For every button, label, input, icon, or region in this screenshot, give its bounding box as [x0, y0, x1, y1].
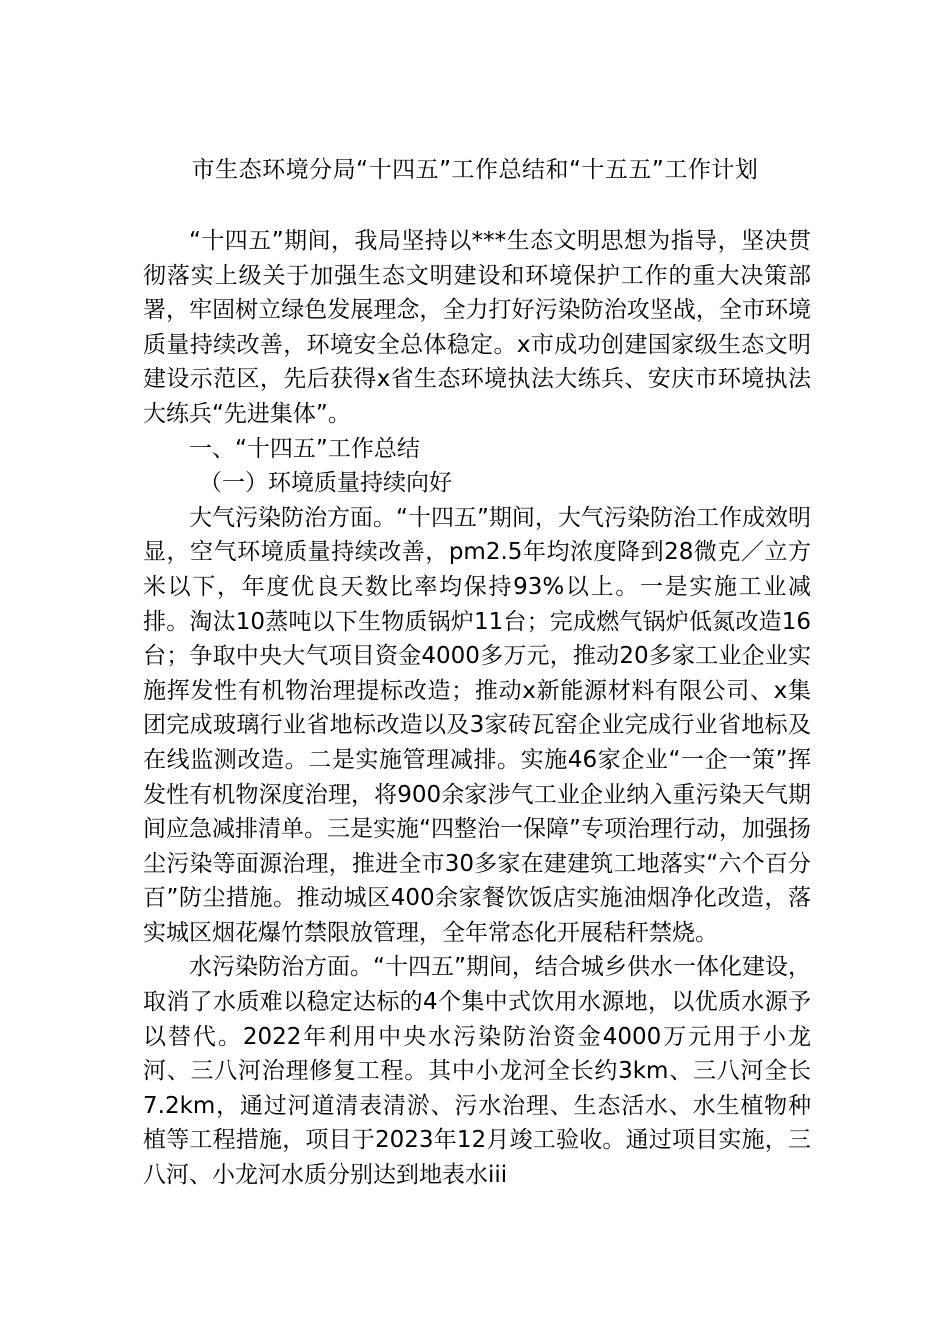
air-pollution-paragraph: 大气污染防治方面。“十四五”期间，大气污染防治工作成效明显，空气环境质量持续改善，pm2.5年均浓度降到28微克／立方米以下，年度优良天数比率均保持93%以上。一是实施工业减排。淘汰10蒸吨以下生物质锅炉11台；完成燃气锅炉低氮改造16台；争取中央大气项目资金4000多万元，推动20多家工业企业实施挥发性有机物治理提标改造；推动x新能源材料有限公司、x集团完成玻璃行业省地标改造以及3家砖瓦窑企业完成行业省地标及在线监测改造。二是实施管理减排。实施46家企业“一企一策”挥发性有机物深度治理，将900余家涉气工业企业纳入重污染天气期间应急减排清单。三是实施“四整治一保障”专项治理行动，加强扬尘污染等面源治理，推进全市30多家在建建筑工地落实“六个百分百”防尘措施。推动城区400余家餐饮饭店实施油烟净化改造，落实城区烟花爆竹禁限放管理，全年常态化开展秸秆禁烧。 — [143, 504, 811, 946]
document-title: 市生态环境分局“十四五”工作总结和“十五五”工作计划 — [191, 157, 759, 183]
subsection-heading: （一）环境质量持续向好 — [199, 470, 452, 497]
section-heading: 一、“十四五”工作总结 — [189, 435, 420, 462]
intro-paragraph: “十四五”期间，我局坚持以***生态文明思想为指导，坚决贯彻落实上级关于加强生态文明建设和环境保护工作的重大决策部署，牢固树立绿色发展理念，全力打好污染防治攻坚战，全市环境质量持续改善，环境安全总体稳定。x市成功创建国家级生态文明建设示范区，先后获得x省生态环境执法大练兵、安庆市环境执法大练兵“先进集体”。 — [143, 228, 811, 427]
document-body — [143, 224, 811, 1193]
water-pollution-paragraph: 水污染防治方面。“十四五”期间，结合城乡供水一体化建设，取消了水质难以稳定达标的4个集中式饮用水源地，以优质水源予以替代。2022年利用中央水污染防治资金4000万元用于小龙河、三八河治理修复工程。其中小龙河全长约3km、三八河全长7.2km，通过河道清表清淤、污水治理、生态活水、水生植物种植等工程措施，项目于2023年12月竣工验收。通过项目实施，三八河、小龙河水质分别达到地表水iii — [143, 954, 811, 1189]
